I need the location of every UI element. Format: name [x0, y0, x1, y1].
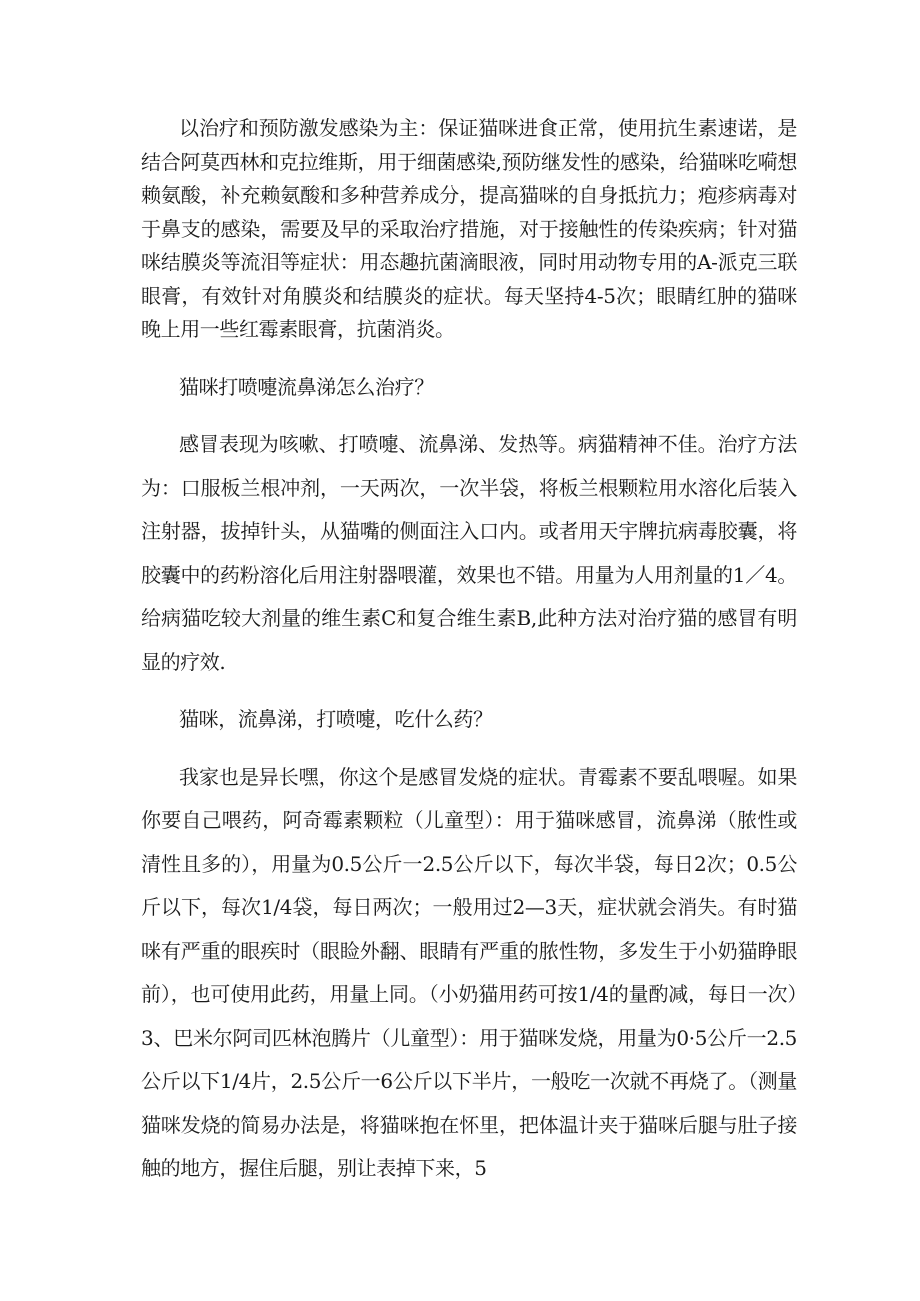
- paragraph-question-what-medicine: 猫咪，流鼻涕，打喷嚏，吃什么药？: [179, 707, 493, 731]
- paragraph-question-sneeze-treatment: 猫咪打喷嚏流鼻涕怎么治疗？: [179, 374, 434, 399]
- paragraph-treatment-overview: 以治疗和预防激发感染为主：保证猫咪进食正常，使用抗生素速诺，是结合阿莫西林和克拉维斯，用于细菌感染,预防继发性的感染，给猫咪吃嗬想赖氨酸，补充赖氨酸和多种营养成分，提高猫咪的自身抵抗力；疱疹病毒对于鼻支的感染，需要及早的采取治疗措施，对于接触性的传染疾病；针对猫咪结膜炎等流泪等症状：用态趣抗菌滴眼液，同时用动物专用的A-派克三联眼膏，有效针对角膜炎和结膜炎的症状。每天坚持4-5次；眼睛红肿的猫咪晚上用一些红霉素眼膏，抗菌消炎。: [141, 116, 797, 341]
- paragraph-medicine-dosage: 我家也是异长嘿，你这个是感冒发烧的症状。青霉素不要乱喂喔。如果你要自己喂药，阿奇霉素颗粒（儿童型）：用于猫咪感冒，流鼻涕（脓性或清性且多的），用量为0.5公斤一2.5公斤以下，每次半袋，每日2次；0.5公斤以下，每次1/4袋，每日两次；一般用过2—3天，症状就会消失。有时猫咪有严重的眼疾时（眼睑外翻、眼睛有严重的脓性物，多发生于小奶猫睁眼前），也可使用此药，用量上同。（小奶猫用药可按1/4的量酌减，每日一次）3、巴米尔阿司匹林泡腾片（儿童型）：用于猫咪发烧，用量为0·5公斤一2.5公斤以下1/4片，2.5公斤一6公斤以下半片，一般吃一次就不再烧了。（测量猫咪发烧的简易办法是，将猫咪抱在怀里，把体温计夹于猫咪后腿与肚子接触的地方，握住后腿，别让表掉下来，5: [141, 764, 797, 1180]
- document-body: [141, 112, 797, 1191]
- paragraph-cold-symptoms-treatment: 感冒表现为咳嗽、打喷嚏、流鼻涕、发热等。病猫精神不佳。治疗方法为：口服板兰根冲剂，一天两次，一次半袋，将板兰根颗粒用水溶化后装入注射器，拔掉针头，从猫嘴的侧面注入口内。或者用天宇牌抗病毒胶囊，将胶囊中的药粉溶化后用注射器喂灌，效果也不错。用量为人用剂量的1／4。给病猫吃较大剂量的维生素C和复合维生素B,此种方法对治疗猫的感冒有明显的疗效.: [141, 432, 797, 674]
